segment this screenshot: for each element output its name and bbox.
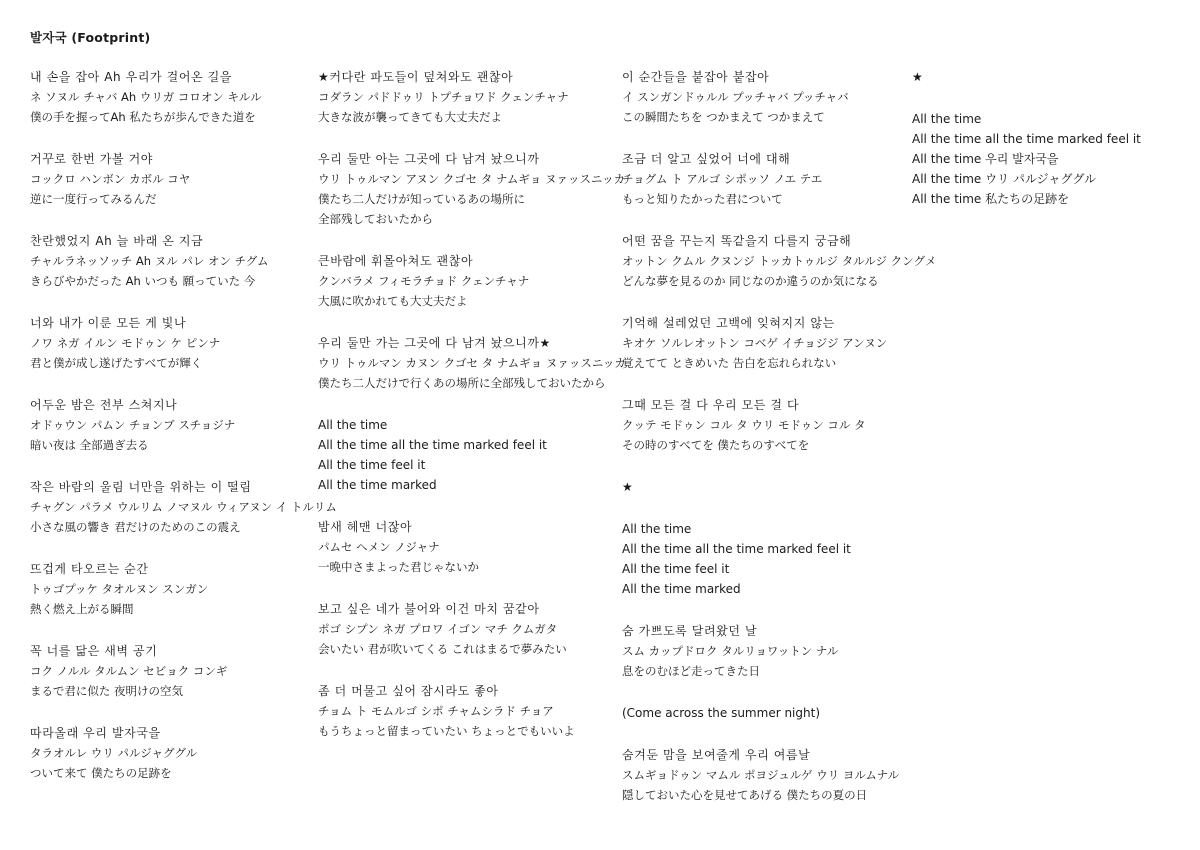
lyrics-line: ★: [622, 480, 633, 494]
lyrics-stanza: [912, 109, 1192, 209]
lyrics-line: All the time 우리 발자국을: [912, 152, 1059, 166]
lyrics-line: 息をのむほど走ってきた日: [622, 664, 760, 678]
lyrics-line: All the time ウリ パルジャググル: [912, 172, 1097, 186]
lyrics-stanza: [318, 149, 626, 229]
lyrics-line: All the time marked: [318, 478, 437, 492]
lyrics-line: コダラン パドドゥリ トプチョワド クェンチャナ: [318, 90, 569, 104]
lyrics-stanza: [30, 67, 310, 127]
lyrics-stanza: [318, 599, 614, 659]
lyrics-line: 우리 둘만 아는 그곳에 다 남겨 놨으니까: [318, 152, 540, 166]
lyrics-line: チャルラネッソッチ Ah ヌル パレ オン チグム: [30, 254, 269, 268]
lyrics-line: ネ ソヌル チャバ Ah ウリガ コロオン キルル: [30, 90, 262, 104]
lyrics-line: 보고 싶은 네가 불어와 이건 마치 꿈같아: [318, 602, 540, 616]
lyrics-line: (Come across the summer night): [622, 706, 820, 720]
lyrics-line: ついて来て 僕たちの足跡を: [30, 766, 172, 780]
lyrics-line: 全部残しておいたから: [318, 212, 433, 226]
lyrics-line: 꼭 너를 닮은 새벽 공기: [30, 644, 158, 658]
lyrics-line: パムセ ヘメン ノジャナ: [318, 540, 440, 554]
lyrics-stanza: [622, 477, 912, 497]
lyrics-line: 逆に一度行ってみるんだ: [30, 192, 157, 206]
lyrics-line: きらびやかだった Ah いつも 願っていた 今: [30, 274, 256, 288]
lyrics-line: ★커다란 파도들이 덮쳐와도 괜찮아: [318, 70, 514, 84]
lyrics-line: 큰바람에 휘몰아쳐도 괜찮아: [318, 254, 474, 268]
lyrics-line: オットン クムル クヌンジ トッカトゥルジ タルルジ クングメ: [622, 254, 937, 268]
lyrics-line: All the time all the time marked feel it: [318, 438, 547, 452]
lyrics-stanza: [30, 395, 310, 455]
lyrics-line: 어두운 밤은 전부 스쳐지나: [30, 398, 178, 412]
lyrics-stanza: [318, 681, 614, 741]
lyrics-line: チョム ト モムルゴ シポ チャムシラド チョア: [318, 704, 554, 718]
lyrics-line: 숨 가쁘도록 달려왔던 날: [622, 624, 758, 638]
lyrics-line: All the time: [912, 112, 982, 126]
lyrics-line: 따라올래 우리 발자국을: [30, 726, 161, 740]
lyrics-column-3: [622, 67, 937, 827]
lyrics-line: All the time 私たちの足跡を: [912, 192, 1070, 206]
lyrics-line: ノワ ネガ イルン モドゥン ケ ピンナ: [30, 336, 221, 350]
lyrics-line: 小さな風の響き 君だけのためのこの震え: [30, 520, 241, 534]
lyrics-line: 大風に吹かれても大丈夫だよ: [318, 294, 468, 308]
lyrics-line: All the time feel it: [318, 458, 426, 472]
lyrics-line: 隠しておいた心を見せてあげる 僕たちの夏の日: [622, 788, 868, 802]
lyrics-stanza: [318, 67, 614, 127]
lyrics-stanza: [622, 149, 912, 209]
lyrics-line: 僕たち二人だけが知っているあの場所に: [318, 192, 525, 206]
lyrics-line: その時のすべてを 僕たちのすべてを: [622, 438, 810, 452]
lyrics-line: 뜨겁게 타오르는 순간: [30, 562, 149, 576]
lyrics-line: もうちょっと留まっていたい ちょっとでもいいよ: [318, 724, 575, 738]
lyrics-line: 大きな波が襲ってきても大丈夫だよ: [318, 110, 502, 124]
lyrics-line: 熱く燃え上がる瞬間: [30, 602, 134, 616]
lyrics-line: もっと知りたかった君について: [622, 192, 783, 206]
lyrics-line: チョグム ト アルゴ シポッソ ノエ テエ: [622, 172, 823, 186]
lyrics-line: この瞬間たちを つかまえて つかまえて: [622, 110, 825, 124]
lyrics-line: クンバラメ フィモラチョド クェンチャナ: [318, 274, 530, 288]
lyrics-line: スムギョドゥン マムル ポヨジュルゲ ウリ ヨルムナル: [622, 768, 900, 782]
lyrics-line: 찬란했었지 Ah 늘 바래 온 지금: [30, 234, 204, 248]
lyrics-line: スム カップドロク タルリョワットン ナル: [622, 644, 839, 658]
lyrics-line: All the time: [318, 418, 388, 432]
lyrics-line: 조금 더 알고 싶었어 너에 대해: [622, 152, 791, 166]
lyrics-stanza: [30, 149, 310, 209]
lyrics-title: 발자국 (Footprint): [30, 30, 151, 45]
lyrics-line: 기억해 설레었던 고백에 잊혀지지 않는: [622, 316, 835, 330]
lyrics-stanza: [622, 745, 912, 805]
lyrics-line: 僕の手を握ってAh 私たちが歩んできた道を: [30, 110, 256, 124]
lyrics-stanza: [30, 723, 310, 783]
lyrics-line: キオケ ソルレオットン コベゲ イチョジジ アンヌン: [622, 336, 888, 350]
lyrics-line: All the time marked: [622, 582, 741, 596]
lyrics-line: 작은 바람의 울림 너만을 위하는 이 떨림: [30, 480, 252, 494]
lyrics-stanza: [30, 477, 337, 537]
lyrics-stanza: [30, 313, 310, 373]
lyrics-line: 이 순간들을 붙잡아 붙잡아: [622, 70, 770, 84]
lyrics-line: 밤새 헤맨 너잖아: [318, 520, 413, 534]
lyrics-line: どんな夢を見るのか 同じなのか違うのか気になる: [622, 274, 879, 288]
lyrics-line: 君と僕が成し遂げたすべてが輝く: [30, 356, 203, 370]
lyrics-line: 숨겨둔 맘을 보여줄게 우리 여름날: [622, 748, 811, 762]
lyrics-column-2: [318, 67, 626, 763]
lyrics-line: イ スンガンドゥルル プッチャバ プッチャバ: [622, 90, 849, 104]
lyrics-stanza: [30, 231, 310, 291]
lyrics-line: 暗い夜は 全部過ぎ去る: [30, 438, 149, 452]
lyrics-line: 내 손을 잡아 Ah 우리가 걸어온 길을: [30, 70, 232, 84]
lyrics-line: 거꾸로 한번 가볼 거야: [30, 152, 153, 166]
lyrics-line: 그때 모든 걸 다 우리 모든 걸 다: [622, 398, 800, 412]
lyrics-stanza: [622, 519, 912, 599]
lyrics-stanza: [318, 517, 614, 577]
lyrics-stanza: [622, 231, 937, 291]
lyrics-line: 좀 더 머물고 싶어 잠시라도 좋아: [318, 684, 499, 698]
lyrics-line: 僕たち二人だけで行くあの場所に全部残しておいたから: [318, 376, 606, 390]
lyrics-stanza: [318, 333, 626, 393]
lyrics-stanza: [622, 395, 912, 455]
lyrics-line: 우리 둘만 가는 그곳에 다 남겨 놨으니까★: [318, 336, 551, 350]
lyrics-stanza: [622, 67, 912, 127]
lyrics-line: まるで君に似た 夜明けの空気: [30, 684, 184, 698]
lyrics-line: ★: [912, 70, 923, 84]
lyrics-line: 覚えてて ときめいた 告白を忘れられない: [622, 356, 837, 370]
lyrics-stanza: [622, 313, 912, 373]
lyrics-line: 会いたい 君が吹いてくる これはまるで夢みたい: [318, 642, 567, 656]
lyrics-line: タラオルレ ウリ パルジャググル: [30, 746, 198, 760]
lyrics-line: チャグン パラメ ウルリム ノマヌル ウィアヌン イ トルリム: [30, 500, 337, 514]
lyrics-line: 어떤 꿈을 꾸는지 똑같을지 다를지 궁금해: [622, 234, 852, 248]
lyrics-line: ウリ トゥルマン アヌン クゴセ タ ナムギョ ヌァッスニッカ: [318, 172, 626, 186]
lyrics-stanza: [912, 67, 1192, 87]
lyrics-line: All the time all the time marked feel it: [912, 132, 1141, 146]
lyrics-line: All the time all the time marked feel it: [622, 542, 851, 556]
lyrics-line: 너와 내가 이룬 모든 게 빛나: [30, 316, 187, 330]
lyrics-line: ウリ トゥルマン カヌン クゴセ タ ナムギョ ヌァッスニッカ: [318, 356, 626, 370]
lyrics-line: All the time: [622, 522, 692, 536]
lyrics-column-1: [30, 67, 337, 805]
lyrics-stanza: [318, 415, 614, 495]
lyrics-line: 一晩中さまよった君じゃないか: [318, 560, 479, 574]
lyrics-line: トゥゴプッケ タオルヌン スンガン: [30, 582, 209, 596]
lyrics-stanza: [622, 703, 912, 723]
lyrics-stanza: [622, 621, 912, 681]
lyrics-line: All the time feel it: [622, 562, 730, 576]
lyrics-stanza: [318, 251, 614, 311]
lyrics-column-4: [912, 67, 1192, 231]
lyrics-line: コク ノルル タルムン セビョク コンギ: [30, 664, 228, 678]
lyrics-stanza: [30, 641, 310, 701]
lyrics-stanza: [30, 559, 310, 619]
lyrics-line: オドゥウン パムン チョンブ スチョジナ: [30, 418, 236, 432]
lyrics-line: クッテ モドゥン コル タ ウリ モドゥン コル タ: [622, 418, 866, 432]
lyrics-line: コックロ ハンボン カボル コヤ: [30, 172, 191, 186]
lyrics-line: ポゴ シプン ネガ プロワ イゴン マチ クムガタ: [318, 622, 558, 636]
